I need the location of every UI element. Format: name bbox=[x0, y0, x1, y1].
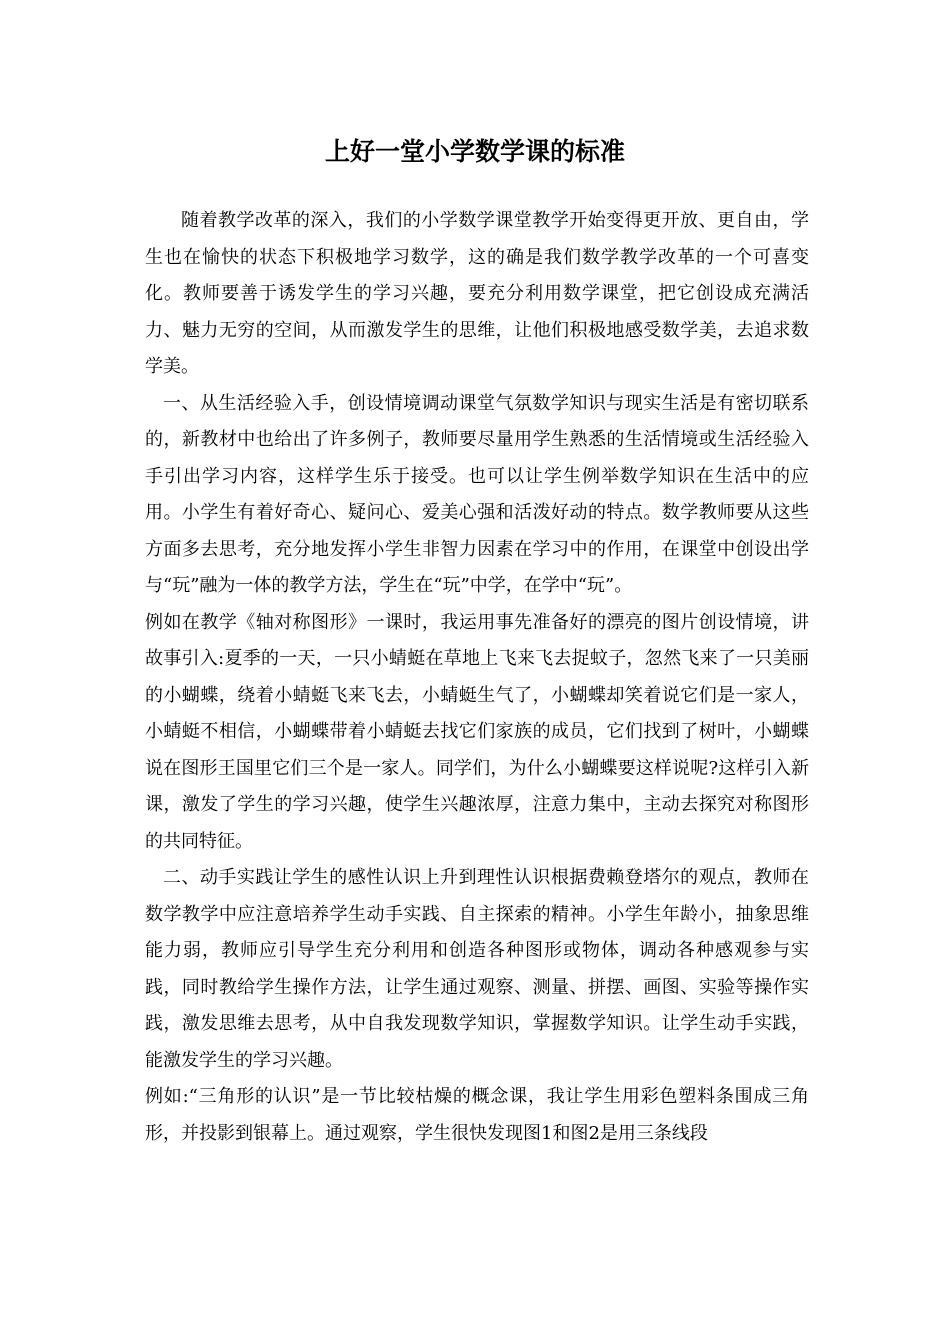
document-body bbox=[145, 203, 809, 1152]
paragraph-section-one: 一、从生活经验入手，创设情境调动课堂气氛数学知识与现实生活是有密切联系的，新教材中也给出了许多例子，教师要尽量用学生熟悉的生活情境或生活经验入手引出学习内容，这样学生乐于接受。也可以让学生例举数学知识在生活中的应用。小学生有着好奇心、疑问心、爱美心强和活泼好动的特点。数学教师要从这些方面多去思考，充分地发挥小学生非智力因素在学习中的作用，在课堂中创设出学与“玩”融为一体的教学方法，学生在“玩”中学，在学中“玩”。 bbox=[145, 392, 809, 596]
document-title: 上好一堂小学数学课的标准 bbox=[324, 137, 625, 166]
paragraph-intro: 随着教学改革的深入，我们的小学数学课堂教学开始变得更开放、更自由，学生也在愉快的状态下积极地学习数学，这的确是我们数学教学改革的一个可喜变化。教师要善于诱发学生的学习兴趣，要充分利用数学课堂，把它创设成充满活力、魅力无穷的空间，从而激发学生的思维，让他们积极地感受数学美，去追求数学美。 bbox=[145, 210, 809, 377]
paragraph-example-two: 例如:“三角形的认识”是一节比较枯燥的概念课，我让学生用彩色塑料条围成三角形，并投影到银幕上。通过观察，学生很快发现图1和图2是用三条线段 bbox=[145, 1086, 809, 1144]
paragraph-example-one: 例如在教学《轴对称图形》一课时，我运用事先准备好的漂亮的图片创设情境，讲故事引入:夏季的一天，一只小蜻蜓在草地上飞来飞去捉蚊子，忽然飞来了一只美丽的小蝴蝶，绕着小蜻蜓飞来飞去，小蜻蜓生气了，小蝴蝶却笑着说它们是一家人，小蜻蜓不相信，小蝴蝶带着小蜻蜓去找它们家族的成员，它们找到了树叶，小蝴蝶说在图形王国里它们三个是一家人。同学们，为什么小蝴蝶要这样说呢?这样引入新课，激发了学生的学习兴趣，使学生兴趣浓厚，注意力集中，主动去探究对称图形的共同特征。 bbox=[145, 611, 809, 852]
paragraph-section-two: 二、动手实践让学生的感性认识上升到理性认识根据费赖登塔尔的观点，教师在数学教学中应注意培养学生动手实践、自主探索的精神。小学生年龄小，抽象思维能力弱，教师应引导学生充分利用和创造各种图形或物体，调动各种感观参与实践，同时教给学生操作方法，让学生通过观察、测量、拼摆、画图、实验等操作实践，激发思维去思考，从中自我发现数学知识，掌握数学知识。让学生动手实践，能激发学生的学习兴趣。 bbox=[145, 867, 809, 1071]
